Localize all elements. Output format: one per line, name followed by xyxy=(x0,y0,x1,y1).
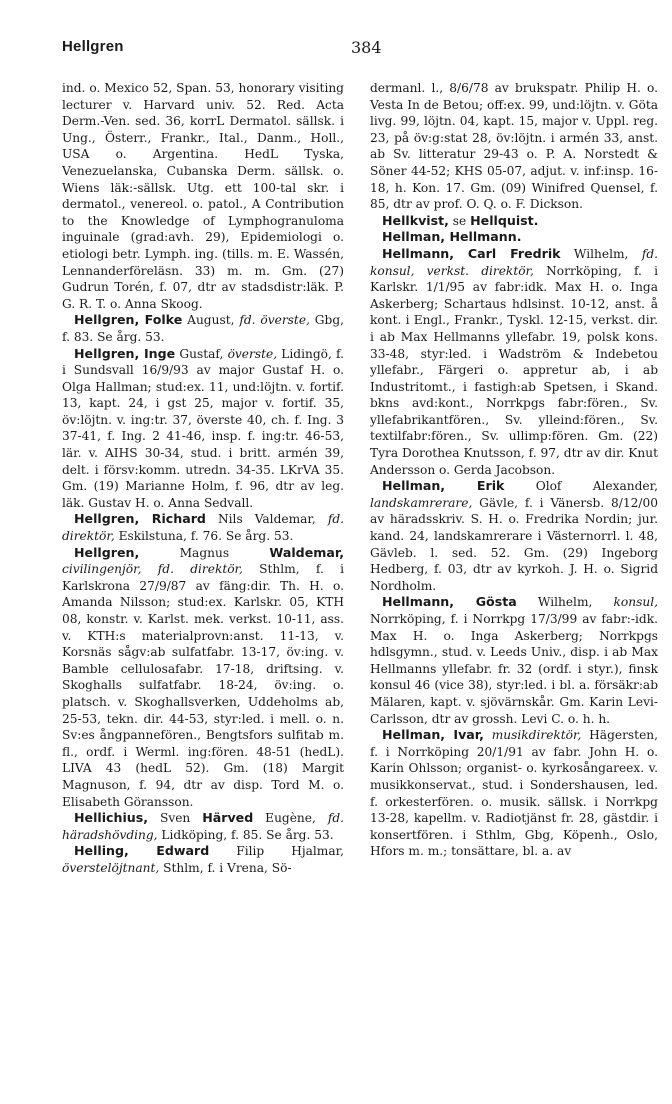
right-column xyxy=(370,80,658,860)
biography-entry xyxy=(62,545,344,811)
left-column xyxy=(62,80,344,877)
entry-headword: Hellmann, Gösta xyxy=(382,594,517,610)
entry-headword: Hellman, Erik xyxy=(382,478,505,494)
entry-headword: Hellgren, Inge xyxy=(74,345,176,361)
entry-headword: Hellichius, xyxy=(74,810,149,826)
entry-text: Sthlm, f. i Karlskrona 27/9/87 av fäng:dir. Th. H. o. Amanda Nilsson; stud:ex. Karlskr. 05, KTH 08, konstr. v. Karlst. mek. verkst. 10-11, ass. v. KTH:s materialprovn:anst. 11-13, v. Korsnäs sågv:ab sulfatfabr. 13-17, öv:ing. v. Bamble cellulosafabr. 17-18, driftsing. v. Skoghalls sulfatfabr. 18-24, öv:ing. o. platsch. v. Skoghallsverken, Uddeholms ab, 25-53, tekn. dir. 44-53, styr:led. i mell. o. n. Sv:es ångpannefören., Bengtsfors sulfitab m. fl., ordf. i Werml. ing:fören. 48-51 (hedL). LIVA 43 (hedL 52). Gm. (18) Margit Magnuson, f. 94, dtr av disp. Tord M. o. Elisabeth Göransson. xyxy=(62,562,344,809)
biography-entry xyxy=(370,594,658,727)
entry-continuation xyxy=(370,80,658,213)
entry-continuation xyxy=(62,80,344,312)
entry-text: Eskilstuna, f. 76. Se årg. 53. xyxy=(114,529,294,544)
entry-headword: Hellgren, Richard xyxy=(74,511,206,527)
biography-entry xyxy=(62,511,344,544)
entry-text: Gävle, f. i Vänersb. 8/12/00 av häradsskriv. S. H. o. Fredrika Nordin; jur. kand. 24, landskamrerare i Västernorrl. l. 48, Gävleb. l. sed. 52. Gm. (29) Ingeborg Hedberg, f. 03, dtr av kyrkoh. J. H. o. Sigrid Nordholm. xyxy=(370,495,658,593)
entry-text: Magnus xyxy=(139,545,270,560)
entry-text: Norrköping, f. i Karlskr. 1/1/95 av fabr:idk. Max H. o. Inga Askerberg; Schartaus hdlsinst. 10-12, anst. å kont. i Engl., Frankr., Tyskl. 12-15, verkst. dir. i ab Max Hellmanns yllefabr. 19, polsk kons. 33-48, styr:led. i Wadström & Indebetou yllefabr., Färgeri o. appretur ab, i ab Industritomt., i fastigh:ab Spetsen, i Skand. bkns avd:kont., Norrkpgs fabr:fören., Sv. yllefabrikantfören., Sv. ylleind:fören., Sv. textilfabr:fören., Sv. ullimp:fören. Gm. (22) Tyra Dorothea Knutsson, f. 97, dtr av dir. Knut Andersson o. Gerda Jacobson. xyxy=(370,263,658,477)
entry-title-italic: fd. överste, xyxy=(239,313,310,328)
biography-entry xyxy=(370,246,658,478)
biography-entry xyxy=(370,229,658,246)
entry-text: Wilhelm, xyxy=(516,595,614,610)
entry-headword: Hellquist. xyxy=(470,212,539,228)
biography-entry xyxy=(370,478,658,594)
biography-entry xyxy=(62,843,344,876)
entry-headword: Härved xyxy=(202,810,254,826)
biography-entry xyxy=(370,213,658,230)
entry-text xyxy=(484,728,492,742)
entry-text: Sven xyxy=(148,811,203,826)
biography-entry xyxy=(62,312,344,345)
entry-text: Sthlm, f. i Vrena, Sö- xyxy=(159,860,292,875)
entry-headword: Helling, Edward xyxy=(74,843,210,859)
entry-title-italic: konsul, xyxy=(613,595,658,610)
entry-headword: Hellmann, Carl Fredrik xyxy=(382,245,561,261)
entry-title-italic: överstelöjtnant, xyxy=(62,860,160,875)
entry-text: Olof Alexander, xyxy=(504,479,658,494)
entry-text: Hägersten, f. i Norrköping 20/1/91 av fabr. John H. o. Karin Ohlsson; organist- o. kyrkosångareex. v. musikkonservat., stud. i Sondershausen, led. f. orkesterfören. o. musik. sällsk. i Norrkpg 13-28, kapellm. v. Radiotjänst fr. 28, gästdir. i konsertfören. i Sthlm, Gbg, Köpenh., Oslo, Hfors m. m.; tonsättare, bl. a. av xyxy=(370,728,658,859)
entry-text: Lidingö, f. i Sundsvall 16/9/93 av major Gustaf H. o. Olga Hallman; stud:ex. 11, und:löjtn. v. fortif. 13, kapt. 24, i gst 25, major v. fortif. 35, öv:löjtn. v. ing:tr. 37, överste 40, ch. f. Ing. 3 37-41, f. Ing. 2 41-46, insp. f. ing:tr. 46-53, lär. v. AIHS 30-34, stud. i britt. armén 39, delt. i försv:komm. utredn. 34-35. LKrVA 35. Gm. (19) Marianne Holm, f. 96, dtr av leg. läk. Gustav H. o. Anna Sedvall. xyxy=(62,346,344,510)
entry-text: Gustaf, xyxy=(175,346,228,361)
entry-title-italic: överste, xyxy=(227,346,278,361)
entry-text: ind. o. Mexico 52, Span. 53, honorary visiting lecturer v. Harvard univ. 52. Red. Acta Derm.-Ven. sed. 36, korrL Dermatol. sällsk. i Ung., Österr., Frankr., Ital., Danm., Holl., USA o. Argentina. HedL Tyska, Venezuelanska, Cubanska Derm. sällsk. o. Wiens läk:-sällsk. Utg. ett 100-tal skr. i dermatol., venereol. o. patol., A Contribution to the Knowledge of Lymphogranuloma inguinale (grad:avh. 29), Epidemiologi o. etiologi betr. Lymph. ing. (tills. m. E. Wassén, Lennanderföreläsn. 33) m. m. Gm. (27) Gudrun Torén, f. 07, dtr av stadsdistr:läk. P. G. R. T. o. Anna Skoog. xyxy=(62,81,344,311)
entry-title-italic: civilingenjör, fd. direktör, xyxy=(62,562,243,577)
entry-text: dermanl. l., 8/6/78 av brukspatr. Philip H. o. Vesta In de Betou; off:ex. 99, und:löjtn. v. Göta livg. 99, löjtn. 04, kapt. 15, major v. Uppl. reg. 23, på öv:g:stat 28, öv:löjtn. i armén 33, anst. ab Sv. litteratur 29-43 o. P. A. Norstedt & Söner 44-52; KHS 05-07, adjut. v. inf:insp. 16-18, h. Kon. 17. Gm. (09) Winifred Quensel, f. 85, dtr av prof. O. Q. o. F. Dickson. xyxy=(370,81,658,212)
entry-headword: Waldemar, xyxy=(269,544,344,560)
entry-text: se xyxy=(448,213,471,228)
entry-text: Wilhelm, xyxy=(560,246,642,261)
biography-entry xyxy=(62,810,344,843)
biography-entry xyxy=(370,727,658,860)
entry-title-italic: fd. direktör, xyxy=(62,512,344,544)
entry-headword: Hellgren, xyxy=(74,544,140,560)
entry-title-italic: fd. häradshövding, xyxy=(62,811,344,842)
entry-text: Lidköping, f. 85. Se årg. 53. xyxy=(157,827,334,842)
biography-entry xyxy=(62,346,344,512)
entry-text: Filip Hjalmar, xyxy=(209,844,344,859)
page-number: 384 xyxy=(351,38,382,57)
entry-text: Nils Valdemar, xyxy=(205,512,328,527)
entry-headword: Hellgren, Folke xyxy=(74,312,183,328)
entry-title-italic: musikdirektör, xyxy=(491,728,582,743)
entry-headword: Hellman, Ivar, xyxy=(382,727,484,743)
entry-headword: Hellman, Hellmann. xyxy=(382,229,522,245)
entry-text: Gbg, f. 83. Se årg. 53. xyxy=(62,313,344,344)
running-head-word: Hellgren xyxy=(62,38,124,55)
entry-text: August, xyxy=(182,313,240,328)
entry-title-italic: landskamrerare, xyxy=(370,495,473,510)
entry-text: Eugène, xyxy=(253,811,328,826)
entry-text: Norrköping, f. i Norrkpg 17/3/99 av fabr:-idk. Max H. o. Inga Askerberg; Norrkpgs hdlsgymn., stud. v. Leeds Univ., disp. i ab Max Hellmanns yllefabr. fr. 32 (ordf. i styr.), finsk konsul 46 (vice 38), styr:led. i bl. a. försäkr:ab Mälaren, kapt. v. sjövärnskår. Gm. Karin Levi-Carlsson, dtr av grossh. Levi C. o. h. h. xyxy=(370,612,658,726)
entry-title-italic: fd. konsul, verkst. direktör, xyxy=(370,246,658,278)
entry-headword: Hellkvist, xyxy=(382,212,449,228)
